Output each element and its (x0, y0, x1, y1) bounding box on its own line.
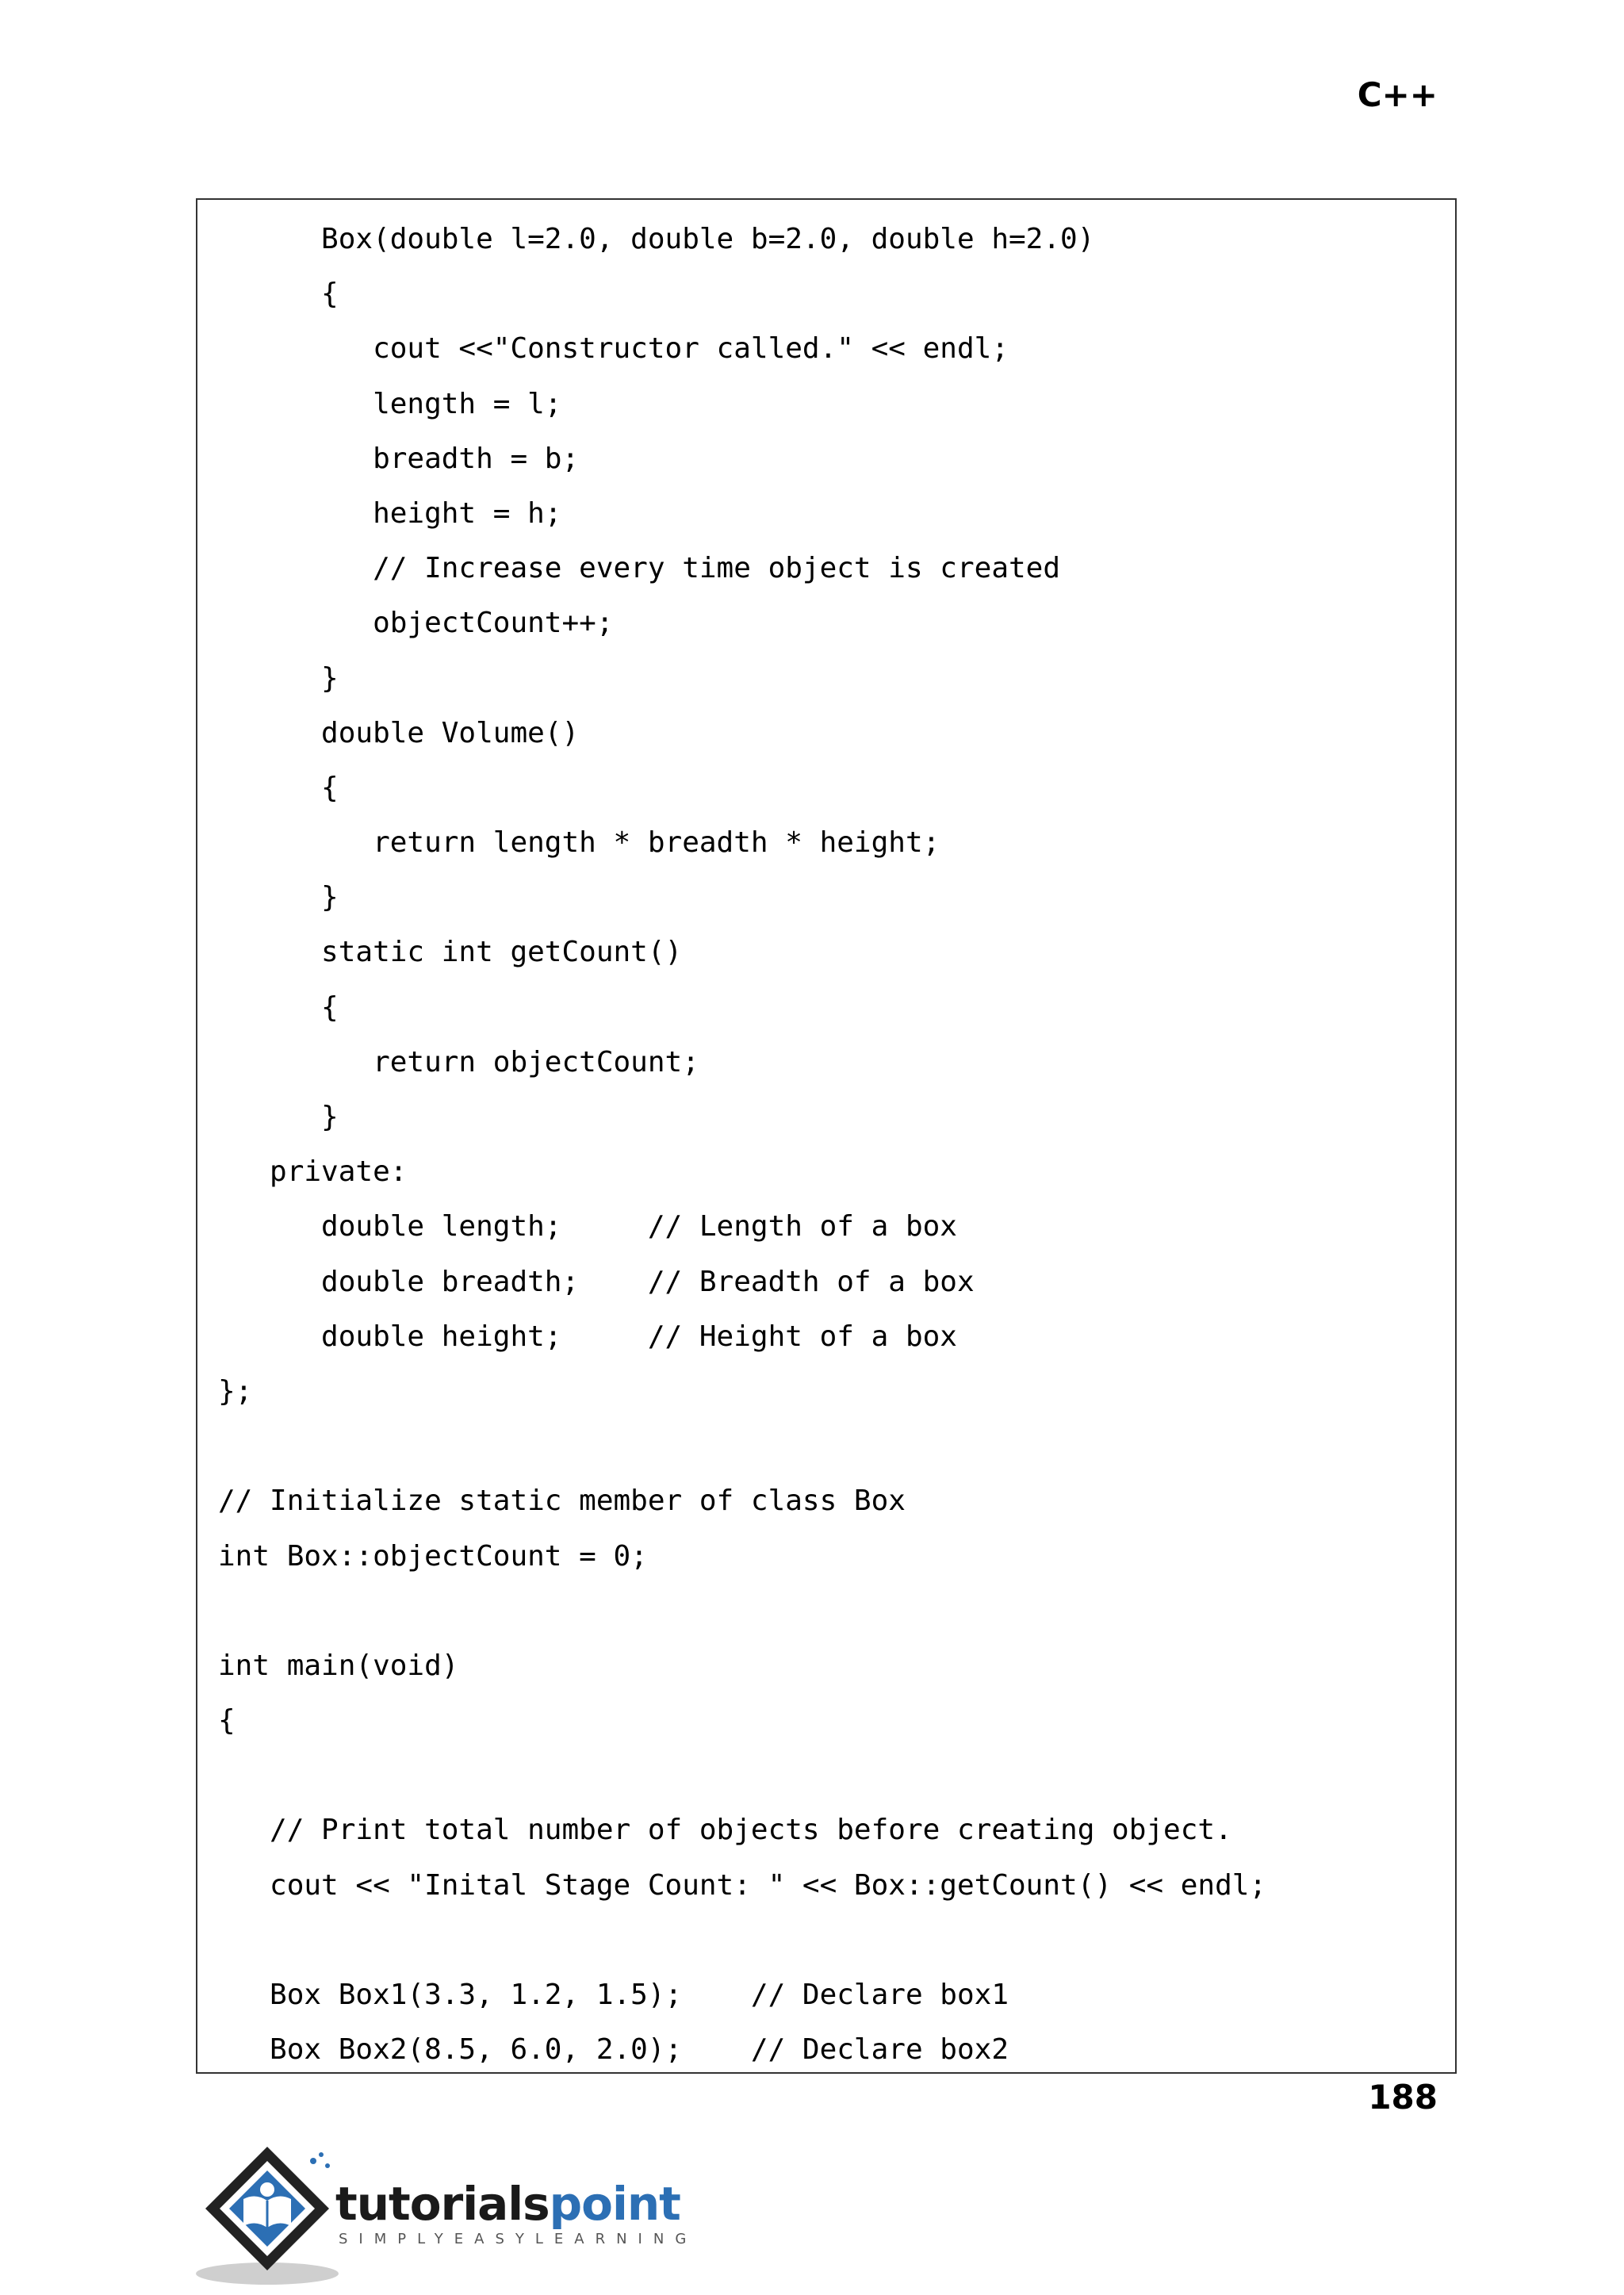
page-number: 188 (1368, 2078, 1438, 2117)
code-line: Box(double l=2.0, double b=2.0, double h=2.0) (218, 223, 1095, 255)
code-line: { (218, 278, 339, 311)
code-line (218, 1419, 1266, 1473)
code-line: int Box::objectCount = 0; (218, 1539, 648, 1573)
tutorialspoint-logo (194, 2137, 702, 2288)
code-line: // Initialize static member of class Box (218, 1485, 906, 1518)
code-line: } (218, 661, 339, 695)
code-line (218, 1748, 1266, 1803)
code-line: } (218, 881, 339, 914)
code-line: cout <<"Constructor called." << endl; (218, 332, 1009, 366)
code-line: // Increase every time object is created (218, 552, 1061, 585)
code-line: return length * breadth * height; (218, 826, 940, 860)
code-block (196, 198, 1457, 2074)
code-lines (218, 212, 1266, 2074)
code-line: double breadth; // Breadth of a box (218, 1265, 975, 1298)
code-line: static int getCount() (218, 936, 683, 969)
code-line: return objectCount; (218, 1045, 699, 1079)
code-line: { (218, 1704, 236, 1738)
code-line: } (218, 1101, 339, 1133)
code-line: objectCount++; (218, 607, 614, 640)
code-line: double Volume() (218, 716, 580, 749)
code-line: { (218, 771, 339, 804)
code-line: int main(void) (218, 1649, 459, 1682)
code-line: // Print total number of objects before creating object. (218, 1814, 1232, 1847)
code-line: private: (218, 1155, 408, 1189)
page-header-title: C++ (1357, 75, 1438, 114)
logo-wordmark: tutorialspoint (335, 2177, 680, 2231)
code-line: Box Box1(3.3, 1.2, 1.5); // Declare box1 (218, 1979, 1009, 2011)
code-line: cout << "Inital Stage Count: " << Box::getCount() << endl; (218, 1868, 1267, 1902)
code-line: double height; // Height of a box (218, 1320, 957, 1353)
code-line: length = l; (218, 387, 562, 420)
code-line: breadth = b; (218, 442, 580, 475)
logo-tagline: SIMPLYEASYLEARNING (339, 2231, 698, 2247)
code-line: { (218, 990, 339, 1024)
code-line: Box Box2(8.5, 6.0, 2.0); // Declare box2 (218, 2033, 1009, 2067)
logo-emblem-icon (194, 2137, 353, 2288)
code-line (218, 1584, 1266, 1638)
code-line (218, 1913, 1266, 1967)
code-line: }; (218, 1374, 253, 1408)
code-line: height = h; (218, 496, 562, 530)
code-line: double length; // Length of a box (218, 1210, 957, 1243)
